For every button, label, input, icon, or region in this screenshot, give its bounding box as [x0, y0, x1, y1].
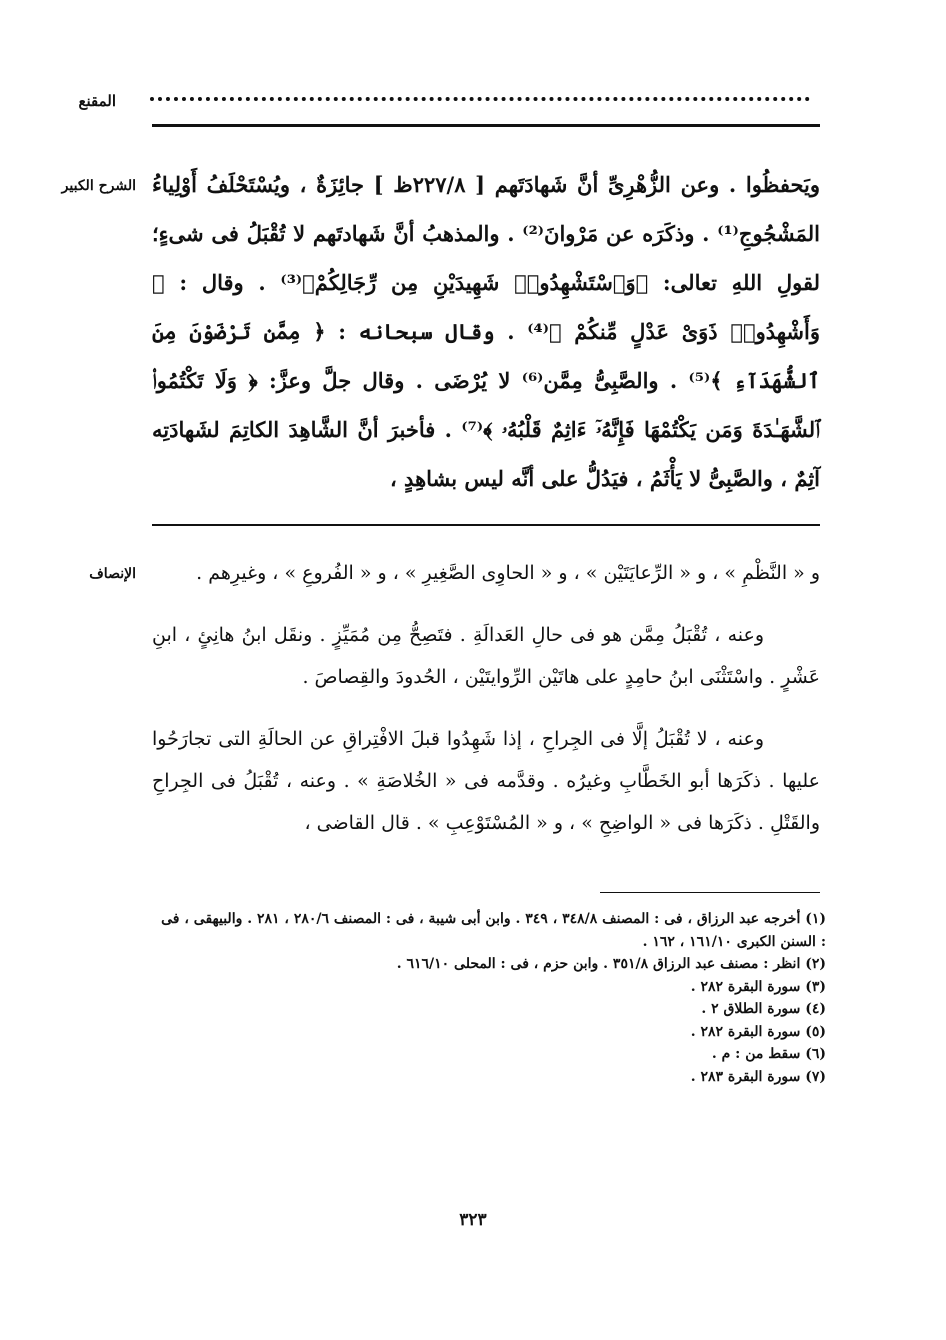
- footnote-2: (٢) انظر : مصنف عبد الرزاق ٣٥١/٨ . وابن حزم ، فى : المحلى ٦١٦/١٠ .: [396, 956, 826, 972]
- sharh-text-block: [152, 160, 820, 503]
- footnote-6: (٦) سقط من : م .: [711, 1046, 826, 1062]
- sharh-paragraph: ويَحفظُوا . وعن الزُّهْرِىِّ أنَّ شَهادَتَهم [ ٢٢٧/٨ظ ] جائِزَةٌ ، ويُسْتَحْلَفُ أَوْلِياءُ المَشْجُوجِ⁽¹⁾ . وذكَرَه عن مَرْوانَ⁽²⁾ . والمذهبُ أنَّ شَهادتَهم لا تُقْبَلُ فى شىءٍ؛ لقولِ اللهِ تعالى: ﴿وَٱسْتَشْهِدُوا۟ شَهِيدَيْنِ مِن رِّجَالِكُمْ﴾⁽³⁾ . وقال : ﴿ وَأَشْهِدُوا۟ ذَوَىْ عَدْلٍ مِّنكُمْ ﴾⁽⁴⁾ . وقال سبحانه : ﴿ مِمَّن تَرْضَوْنَ مِنَ ٱلشُّهَدَآءِ ﴾⁽⁵⁾ . والصَّبِىُّ مِمَّن⁽⁶⁾ لا يُرْضَى . وقال جلَّ وعزَّ: ﴿ وَلَا تَكْتُمُوا۟ ٱلشَّهَـٰدَةَ وَمَن يَكْتُمْهَا فَإِنَّهُۥٓ ءَاثِمٌ قَلْبُهُۥ ﴾⁽⁷⁾ . فأخبرَ أنَّ الشَّاهِدَ الكاتِمَ لشَهادَتِه آثِمٌ ، والصَّبِىُّ لا يَأْثَمُ ، فيَدُلُّ على أنَّه ليس بشاهِدٍ ،: [152, 172, 821, 491]
- running-header-title: المقنع: [78, 92, 116, 110]
- insaf-paragraph-1: و « النَّظْمِ » ، و « الرِّعايَتَيْن » ، و « الحاوِى الصَّغِيرِ » ، و « الفُروعِ » ، وغيرِهم .: [196, 562, 820, 584]
- footnote-1: (١) أخرجه عبد الرزاق ، فى : المصنف ٣٤٨/٨ ، ٣٤٩ . وابن أبى شيبة ، فى : المصنف ٢٨٠/٦ ، ٢٨١ . والبيهقى ، فى : السنن الكبرى ١٦١/١٠ ، ١٦٢ .: [161, 911, 826, 950]
- section-label-insaf: الإنصاف: [89, 566, 136, 582]
- insaf-text-block: [152, 552, 820, 844]
- footnote-3: (٣) سورة البقرة ٢٨٢ .: [690, 978, 826, 995]
- footnote-rule: [600, 892, 820, 893]
- header-dotted-line: [150, 97, 810, 101]
- section-label-sharh: الشرح الكبير: [61, 178, 136, 194]
- footnote-5: (٥) سورة البقرة ٢٨٢ .: [690, 1023, 826, 1040]
- section-divider: [152, 524, 820, 526]
- insaf-paragraph-2: وعنه ، تُقْبَلُ مِمَّن هو فى حالِ العَدالَةِ . فتَصِحُّ مِن مُمَيِّزٍ . ونقَل ابنُ هانِئٍ ، ابنِ عَشْرٍ . واسْتَثْنَى ابنُ حامِدٍ على هاتَيْن الرِّوايتَيْن ، الحُدودَ والقِصاصَ .: [152, 624, 820, 688]
- footnotes: [152, 908, 826, 1088]
- page-number: ٣٢٣: [459, 1210, 487, 1230]
- footnote-4: (٤) سورة الطلاق ٢ .: [701, 1001, 826, 1017]
- header-rule: [152, 124, 820, 127]
- footnote-7: (٧) سورة البقرة ٢٨٣ .: [690, 1068, 826, 1085]
- insaf-paragraph-3: وعنه ، لا تُقْبَلُ إلَّا فى الجِراحِ ، إذا شَهِدُوا قبلَ الافْتِراقِ عن الحالَةِ التى تجارَحُوا عليها . ذكَرَها أبو الخَطَّابِ وغيرُه . وقدَّمه فى « الخُلاصَةِ » . وعنه ، تُقْبَلُ فى الجِراحِ والقَتْلِ . ذكَرَها فى « الواضِحِ » ، و « المُسْتَوْعِبِ » . قال القاضى ،: [152, 728, 820, 834]
